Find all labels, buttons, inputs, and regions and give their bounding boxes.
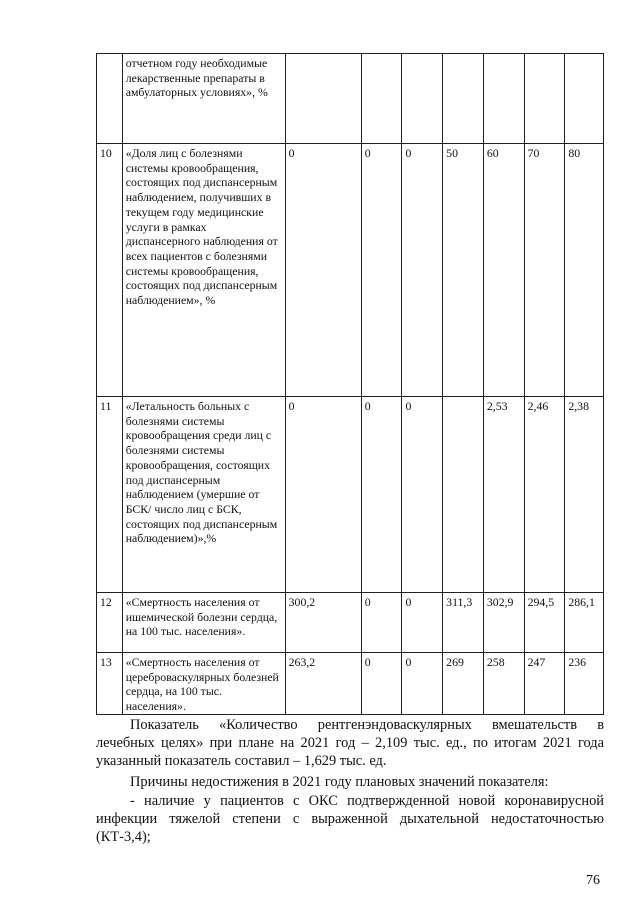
year-3-cell: 2,46: [524, 397, 565, 593]
base-value-cell: 263,2: [285, 653, 361, 715]
table-row: [97, 54, 604, 144]
year-2-cell: [483, 54, 524, 144]
table-row: [97, 653, 604, 715]
value-cell-b: 0: [402, 593, 443, 653]
base-value-cell: [285, 54, 361, 144]
table-body: [97, 54, 604, 715]
value-cell-b: 0: [402, 653, 443, 715]
value-cell-a: 0: [361, 397, 402, 593]
year-1-cell: 311,3: [443, 593, 484, 653]
base-value-cell: 0: [285, 144, 361, 397]
row-number-cell: 12: [97, 593, 123, 653]
year-4-cell: 2,38: [565, 397, 604, 593]
year-3-cell: 294,5: [524, 593, 565, 653]
year-2-cell: 2,53: [483, 397, 524, 593]
paragraph-2: Причины недостижения в 2021 году плановых значений показателя:: [130, 774, 549, 790]
year-4-cell: [565, 54, 604, 144]
paragraph-1-line-1: Показатель «Количество рентгенэндоваскулярных вмешательств в: [130, 717, 604, 733]
year-2-cell: 258: [483, 653, 524, 715]
row-number-cell: 10: [97, 144, 123, 397]
page-number: 76: [586, 873, 600, 888]
year-1-cell: [443, 54, 484, 144]
indicator-name-cell: «Смертность населения от ишемической болезни сердца, на 100 тыс. населения».: [122, 593, 285, 653]
table-row: [97, 593, 604, 653]
year-1-cell: 50: [443, 144, 484, 397]
indicators-table: [96, 53, 604, 715]
table-row: [97, 397, 604, 593]
year-4-cell: 236: [565, 653, 604, 715]
year-3-cell: 70: [524, 144, 565, 397]
indicator-name-cell: «Смертность населения от цереброваскулярных болезней сердца, на 100 тыс. населения».: [122, 653, 285, 715]
row-number-cell: [97, 54, 123, 144]
indicator-name-cell: «Доля лиц с болезнями системы кровообращения, состоящих под диспансерным наблюдением, получивших в текущем году медицинские услуги в рамках диспансерного наблюдения от всех пациентов с болезнями системы кровообращения, состоящих под диспансерным наблюдением», %: [122, 144, 285, 397]
value-cell-b: 0: [402, 144, 443, 397]
paragraph-1-line-2: лечебных целях» при плане на 2021 год – 2,109 тыс. ед., по итогам 2021 года: [96, 735, 604, 751]
value-cell-a: 0: [361, 593, 402, 653]
year-3-cell: [524, 54, 565, 144]
year-4-cell: 286,1: [565, 593, 604, 653]
indicator-name-cell: отчетном году необходимые лекарственные препараты в амбулаторных условиях», %: [122, 54, 285, 144]
paragraph-3-line-3: (КТ-3,4);: [96, 829, 151, 845]
value-cell-a: [361, 54, 402, 144]
value-cell-b: [402, 54, 443, 144]
base-value-cell: 0: [285, 397, 361, 593]
year-1-cell: 269: [443, 653, 484, 715]
value-cell-a: 0: [361, 144, 402, 397]
indicator-name-cell: «Летальность больных с болезнями системы кровообращения среди лиц с болезнями системы кровообращения, состоящих под диспансерным наблюдением (умершие от БСК/ число лиц с БСК, состоящих под диспансерным наблюдением)»,%: [122, 397, 285, 593]
value-cell-a: 0: [361, 653, 402, 715]
year-3-cell: 247: [524, 653, 565, 715]
value-cell-b: 0: [402, 397, 443, 593]
year-2-cell: 60: [483, 144, 524, 397]
year-1-cell: [443, 397, 484, 593]
base-value-cell: 300,2: [285, 593, 361, 653]
row-number-cell: 11: [97, 397, 123, 593]
row-number-cell: 13: [97, 653, 123, 715]
year-4-cell: 80: [565, 144, 604, 397]
paragraph-3-line-1: - наличие у пациентов с ОКС подтвержденной новой коронавирусной: [130, 793, 604, 809]
year-2-cell: 302,9: [483, 593, 524, 653]
paragraph-3-line-2: инфекции тяжелой степени с выраженной дыхательной недостаточностью: [96, 811, 604, 827]
table-row: [97, 144, 604, 397]
paragraph-1-line-3: указанный показатель составил – 1,629 тыс. ед.: [96, 753, 387, 769]
